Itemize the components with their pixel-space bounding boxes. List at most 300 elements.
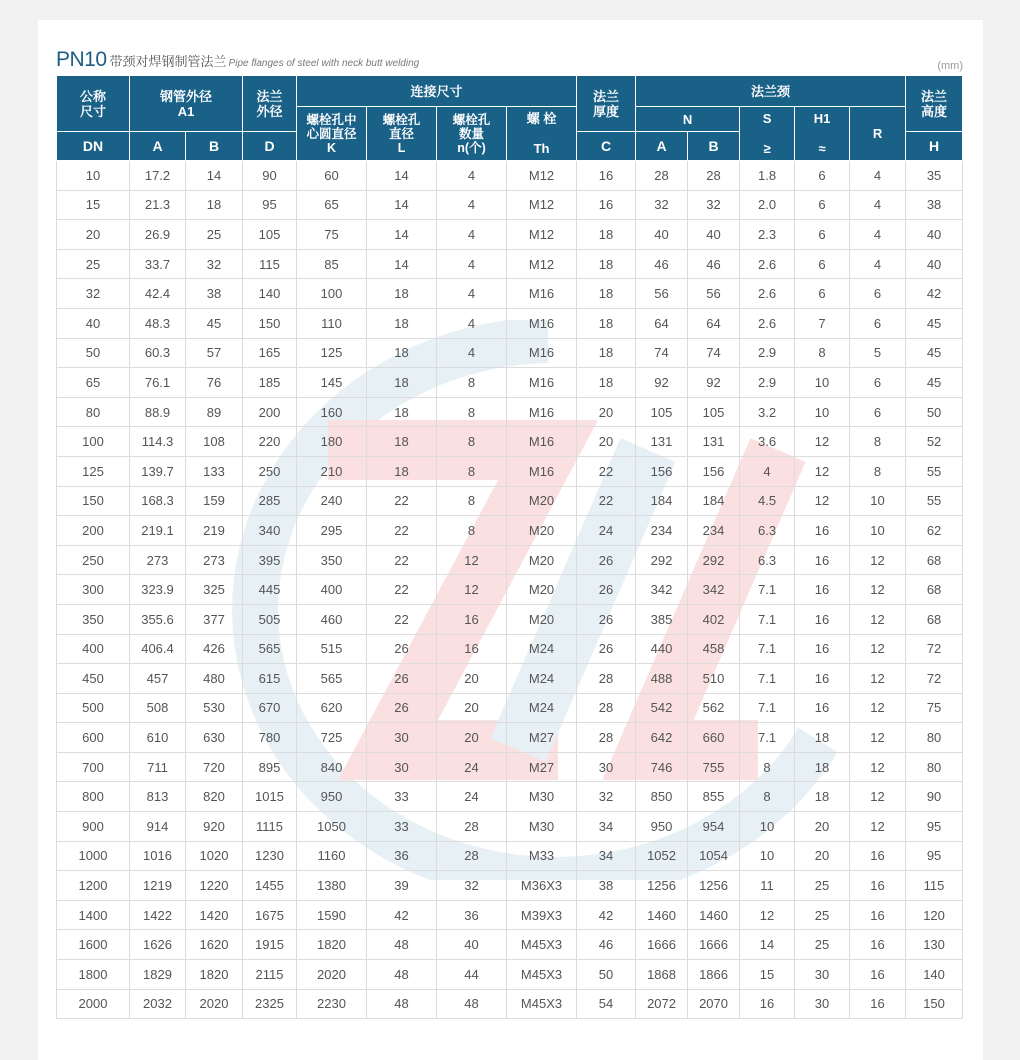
table-cell: 2070 [688, 989, 740, 1019]
table-cell: 7.1 [740, 693, 795, 723]
table-cell: 542 [636, 693, 688, 723]
table-cell: 75 [906, 693, 963, 723]
table-cell: 16 [795, 634, 850, 664]
table-cell: 165 [243, 338, 297, 368]
table-cell: 36 [367, 841, 437, 871]
table-cell: 28 [688, 161, 740, 191]
table-cell: 28 [636, 161, 688, 191]
table-cell: 168.3 [130, 486, 186, 516]
table-cell: 234 [636, 516, 688, 546]
table-cell: 3.6 [740, 427, 795, 457]
table-cell: 16 [577, 190, 636, 220]
table-cell: M16 [507, 279, 577, 309]
table-cell: 40 [906, 249, 963, 279]
table-cell: 426 [186, 634, 243, 664]
table-cell: 15 [57, 190, 130, 220]
table-cell: 6 [795, 279, 850, 309]
table-cell: 2020 [186, 989, 243, 1019]
table-cell: 1460 [688, 900, 740, 930]
header-neck-s: S ≥ [740, 107, 795, 161]
table-row [57, 871, 963, 901]
table-cell: 3.2 [740, 397, 795, 427]
header-flange-od: 法兰 外径 [243, 76, 297, 132]
table-cell: 402 [688, 604, 740, 634]
table-cell: 1420 [186, 900, 243, 930]
table-cell: 325 [186, 575, 243, 605]
header-neck-h1: H1 ≈ [795, 107, 850, 161]
table-cell: 10 [57, 161, 130, 191]
table-cell: 4 [850, 161, 906, 191]
table-cell: 1256 [636, 871, 688, 901]
table-cell: 850 [636, 782, 688, 812]
table-cell: 21.3 [130, 190, 186, 220]
table-row [57, 989, 963, 1019]
table-cell: 16 [437, 604, 507, 634]
table-cell: 7.1 [740, 604, 795, 634]
table-cell: 90 [906, 782, 963, 812]
table-cell: 26 [577, 634, 636, 664]
table-cell: 377 [186, 604, 243, 634]
table-cell: 1626 [130, 930, 186, 960]
table-cell: 46 [636, 249, 688, 279]
table-cell: 18 [577, 279, 636, 309]
table-cell: 2.9 [740, 338, 795, 368]
table-cell: 488 [636, 664, 688, 694]
table-cell: 17.2 [130, 161, 186, 191]
table-cell: 1915 [243, 930, 297, 960]
table-cell: 2.6 [740, 308, 795, 338]
table-cell: 1675 [243, 900, 297, 930]
table-cell: 1220 [186, 871, 243, 901]
table-cell: 18 [367, 308, 437, 338]
table-cell: 133 [186, 456, 243, 486]
table-cell: 105 [636, 397, 688, 427]
table-cell: 10 [795, 397, 850, 427]
table-row [57, 249, 963, 279]
table-cell: M12 [507, 220, 577, 250]
table-cell: M16 [507, 368, 577, 398]
table-cell: 159 [186, 486, 243, 516]
table-cell: 2000 [57, 989, 130, 1019]
table-cell: 10 [795, 368, 850, 398]
table-row [57, 338, 963, 368]
table-cell: 18 [577, 368, 636, 398]
table-cell: M20 [507, 604, 577, 634]
table-row [57, 397, 963, 427]
table-cell: 48 [367, 989, 437, 1019]
table-cell: 895 [243, 752, 297, 782]
table-cell: 813 [130, 782, 186, 812]
table-row [57, 220, 963, 250]
table-cell: 200 [243, 397, 297, 427]
table-cell: 2.6 [740, 249, 795, 279]
table-cell: 22 [577, 456, 636, 486]
table-cell: 44 [437, 960, 507, 990]
table-cell: 12 [850, 575, 906, 605]
title-english: Pipe flanges of steel with neck butt welding [228, 58, 420, 69]
table-cell: 1666 [636, 930, 688, 960]
table-cell: 95 [243, 190, 297, 220]
table-cell: 160 [297, 397, 367, 427]
table-cell: 76.1 [130, 368, 186, 398]
table-cell: M36X3 [507, 871, 577, 901]
table-cell: 1800 [57, 960, 130, 990]
table-cell: 7.1 [740, 634, 795, 664]
table-cell: 8 [740, 752, 795, 782]
table-cell: 16 [850, 960, 906, 990]
table-cell: 25 [57, 249, 130, 279]
table-cell: 6.3 [740, 516, 795, 546]
table-cell: 8 [740, 782, 795, 812]
table-cell: 300 [57, 575, 130, 605]
table-cell: 820 [186, 782, 243, 812]
table-cell: 28 [437, 812, 507, 842]
table-cell: 150 [906, 989, 963, 1019]
table-cell: 1460 [636, 900, 688, 930]
table-cell: 40 [688, 220, 740, 250]
table-cell: 30 [367, 752, 437, 782]
table-cell: 16 [740, 989, 795, 1019]
table-cell: 108 [186, 427, 243, 457]
table-cell: 25 [186, 220, 243, 250]
table-cell: 45 [906, 308, 963, 338]
table-cell: 6 [795, 190, 850, 220]
table-cell: 114.3 [130, 427, 186, 457]
table-cell: 350 [57, 604, 130, 634]
table-cell: 68 [906, 604, 963, 634]
table-cell: 2.6 [740, 279, 795, 309]
table-cell: 26 [577, 575, 636, 605]
header-bolt-hole: 螺栓孔 直径 L [367, 107, 437, 161]
table-cell: 1256 [688, 871, 740, 901]
table-row [57, 752, 963, 782]
table-cell: 18 [367, 397, 437, 427]
table-cell: 1590 [297, 900, 367, 930]
table-cell: 46 [688, 249, 740, 279]
table-cell: 234 [688, 516, 740, 546]
table-cell: M16 [507, 427, 577, 457]
table-cell: M16 [507, 397, 577, 427]
table-cell: 40 [437, 930, 507, 960]
table-cell: 755 [688, 752, 740, 782]
table-cell: 5 [850, 338, 906, 368]
table-cell: 660 [688, 723, 740, 753]
table-cell: 210 [297, 456, 367, 486]
table-cell: 22 [367, 516, 437, 546]
table-cell: 60.3 [130, 338, 186, 368]
table-cell: 219.1 [130, 516, 186, 546]
table-cell: 12 [850, 752, 906, 782]
table-cell: 295 [297, 516, 367, 546]
table-cell: 14 [186, 161, 243, 191]
table-cell: 1820 [297, 930, 367, 960]
table-cell: 150 [57, 486, 130, 516]
table-cell: 12 [850, 604, 906, 634]
header-nominal-size: 公称 尺寸 [57, 76, 130, 132]
table-cell: 1115 [243, 812, 297, 842]
table-cell: M12 [507, 249, 577, 279]
table-cell: 75 [297, 220, 367, 250]
table-cell: 18 [367, 279, 437, 309]
table-cell: 64 [636, 308, 688, 338]
table-cell: 139.7 [130, 456, 186, 486]
table-cell: 18 [367, 427, 437, 457]
table-cell: 20 [577, 427, 636, 457]
table-cell: 45 [906, 338, 963, 368]
table-cell: 90 [243, 161, 297, 191]
table-cell: 24 [577, 516, 636, 546]
table-cell: 6 [850, 397, 906, 427]
table-cell: 273 [186, 545, 243, 575]
table-cell: 62 [906, 516, 963, 546]
table-cell: 72 [906, 664, 963, 694]
table-cell: 1600 [57, 930, 130, 960]
table-cell: M20 [507, 486, 577, 516]
table-cell: 92 [636, 368, 688, 398]
table-cell: 530 [186, 693, 243, 723]
table-cell: 16 [850, 871, 906, 901]
table-cell: 2072 [636, 989, 688, 1019]
table-cell: 8 [795, 338, 850, 368]
table-cell: 1820 [186, 960, 243, 990]
table-cell: 40 [57, 308, 130, 338]
table-cell: 2.0 [740, 190, 795, 220]
table-cell: 60 [297, 161, 367, 191]
header-code-neck-a: A [636, 132, 688, 161]
table-cell: 30 [367, 723, 437, 753]
table-cell: 4.5 [740, 486, 795, 516]
table-cell: 40 [636, 220, 688, 250]
table-cell: 16 [795, 575, 850, 605]
unit-label: (mm) [937, 60, 963, 72]
table-cell: 16 [795, 664, 850, 694]
table-cell: M45X3 [507, 960, 577, 990]
table-cell: 16 [795, 604, 850, 634]
table-cell: 145 [297, 368, 367, 398]
table-cell: 292 [636, 545, 688, 575]
table-cell: 1400 [57, 900, 130, 930]
table-cell: 125 [297, 338, 367, 368]
table-cell: 95 [906, 812, 963, 842]
table-cell: 22 [367, 575, 437, 605]
table-cell: 28 [577, 693, 636, 723]
table-cell: 855 [688, 782, 740, 812]
table-cell: 7.1 [740, 723, 795, 753]
table-cell: 95 [906, 841, 963, 871]
table-cell: 33 [367, 812, 437, 842]
table-cell: 12 [795, 456, 850, 486]
table-cell: 458 [688, 634, 740, 664]
table-cell: 30 [577, 752, 636, 782]
table-cell: M45X3 [507, 989, 577, 1019]
table-cell: 700 [57, 752, 130, 782]
table-cell: 4 [437, 338, 507, 368]
table-cell: 32 [577, 782, 636, 812]
header-connection: 连接尺寸 [297, 76, 577, 107]
table-cell: M27 [507, 752, 577, 782]
table-cell: 72 [906, 634, 963, 664]
table-cell: M16 [507, 456, 577, 486]
table-cell: 12 [850, 723, 906, 753]
table-cell: 2.9 [740, 368, 795, 398]
table-cell: 12 [795, 486, 850, 516]
table-cell: 26 [577, 545, 636, 575]
table-cell: 12 [850, 812, 906, 842]
table-cell: 30 [795, 960, 850, 990]
header-neck: 法兰颈 [636, 76, 906, 107]
table-cell: 6.3 [740, 545, 795, 575]
header-code-d: D [243, 132, 297, 161]
table-cell: 950 [636, 812, 688, 842]
table-row [57, 634, 963, 664]
table-cell: 26 [367, 664, 437, 694]
header-neck-r: R [850, 107, 906, 161]
table-cell: 16 [795, 516, 850, 546]
table-cell: 6 [795, 249, 850, 279]
table-cell: 6 [850, 279, 906, 309]
table-cell: 56 [636, 279, 688, 309]
table-cell: 2115 [243, 960, 297, 990]
header-code-dn: DN [57, 132, 130, 161]
header-pipe-od: 钢管外径 A1 [130, 76, 243, 132]
header-bolt: 螺 栓 Th [507, 107, 577, 161]
table-cell: 250 [243, 456, 297, 486]
flange-spec-table [56, 75, 963, 1019]
table-row [57, 486, 963, 516]
table-cell: 565 [297, 664, 367, 694]
table-cell: 2032 [130, 989, 186, 1019]
table-cell: M33 [507, 841, 577, 871]
table-cell: 1050 [297, 812, 367, 842]
table-cell: 125 [57, 456, 130, 486]
table-cell: 65 [57, 368, 130, 398]
table-cell: M16 [507, 338, 577, 368]
table-cell: 28 [577, 664, 636, 694]
table-cell: 8 [437, 516, 507, 546]
table-cell: 1.8 [740, 161, 795, 191]
table-cell: 105 [243, 220, 297, 250]
table-cell: 140 [906, 960, 963, 990]
table-cell: 12 [850, 545, 906, 575]
header-code-b: B [186, 132, 243, 161]
table-cell: 323.9 [130, 575, 186, 605]
table-cell: 80 [906, 723, 963, 753]
table-cell: 54 [577, 989, 636, 1019]
table-row [57, 664, 963, 694]
header-bolt-count: 螺栓孔 数量 n(个) [437, 107, 507, 161]
table-cell: 18 [795, 723, 850, 753]
table-cell: M24 [507, 634, 577, 664]
table-cell: 42 [367, 900, 437, 930]
table-cell: 1015 [243, 782, 297, 812]
table-cell: 38 [906, 190, 963, 220]
table-cell: 38 [186, 279, 243, 309]
table-cell: 39 [367, 871, 437, 901]
table-cell: 10 [740, 812, 795, 842]
table-cell: 32 [57, 279, 130, 309]
table-cell: 18 [367, 338, 437, 368]
table-cell: 32 [437, 871, 507, 901]
table-cell: 12 [437, 545, 507, 575]
table-cell: 450 [57, 664, 130, 694]
table-cell: 156 [636, 456, 688, 486]
table-cell: 8 [437, 456, 507, 486]
table-cell: 89 [186, 397, 243, 427]
table-cell: 131 [688, 427, 740, 457]
table-cell: 610 [130, 723, 186, 753]
table-body [57, 161, 963, 1019]
table-cell: 32 [636, 190, 688, 220]
table-cell: 4 [437, 249, 507, 279]
table-cell: 10 [740, 841, 795, 871]
header-flange-thickness: 法兰 厚度 [577, 76, 636, 132]
table-cell: 36 [437, 900, 507, 930]
table-cell: 34 [577, 812, 636, 842]
table-cell: M12 [507, 190, 577, 220]
table-cell: 52 [906, 427, 963, 457]
table-cell: 22 [367, 545, 437, 575]
table-row [57, 841, 963, 871]
table-cell: 350 [297, 545, 367, 575]
table-cell: 1219 [130, 871, 186, 901]
table-cell: 457 [130, 664, 186, 694]
table-cell: 480 [186, 664, 243, 694]
table-cell: 68 [906, 545, 963, 575]
table-cell: 4 [740, 456, 795, 486]
table-cell: 2325 [243, 989, 297, 1019]
table-row [57, 427, 963, 457]
table-cell: 14 [367, 190, 437, 220]
table-cell: 46 [577, 930, 636, 960]
table-cell: 42 [577, 900, 636, 930]
table-cell: 88.9 [130, 397, 186, 427]
table-cell: M24 [507, 693, 577, 723]
table-row [57, 604, 963, 634]
table-cell: 11 [740, 871, 795, 901]
table-cell: 20 [577, 397, 636, 427]
table-cell: 725 [297, 723, 367, 753]
table-cell: M20 [507, 545, 577, 575]
table-cell: 355.6 [130, 604, 186, 634]
table-cell: 8 [850, 427, 906, 457]
table-cell: 184 [636, 486, 688, 516]
table-cell: 18 [367, 456, 437, 486]
table-cell: 460 [297, 604, 367, 634]
table-row [57, 960, 963, 990]
table-cell: 18 [577, 308, 636, 338]
table-cell: 1829 [130, 960, 186, 990]
table-cell: 38 [577, 871, 636, 901]
table-cell: 20 [437, 664, 507, 694]
table-cell: 22 [367, 486, 437, 516]
table-cell: 16 [795, 693, 850, 723]
table-cell: 395 [243, 545, 297, 575]
table-cell: 840 [297, 752, 367, 782]
table-cell: 240 [297, 486, 367, 516]
table-cell: 24 [437, 752, 507, 782]
table-cell: 64 [688, 308, 740, 338]
table-cell: 720 [186, 752, 243, 782]
table-cell: 85 [297, 249, 367, 279]
table-cell: 10 [850, 516, 906, 546]
table-cell: 273 [130, 545, 186, 575]
table-cell: 4 [850, 249, 906, 279]
table-cell: 8 [437, 397, 507, 427]
table-cell: 1054 [688, 841, 740, 871]
table-cell: 406.4 [130, 634, 186, 664]
table-cell: M45X3 [507, 930, 577, 960]
table-cell: 33.7 [130, 249, 186, 279]
